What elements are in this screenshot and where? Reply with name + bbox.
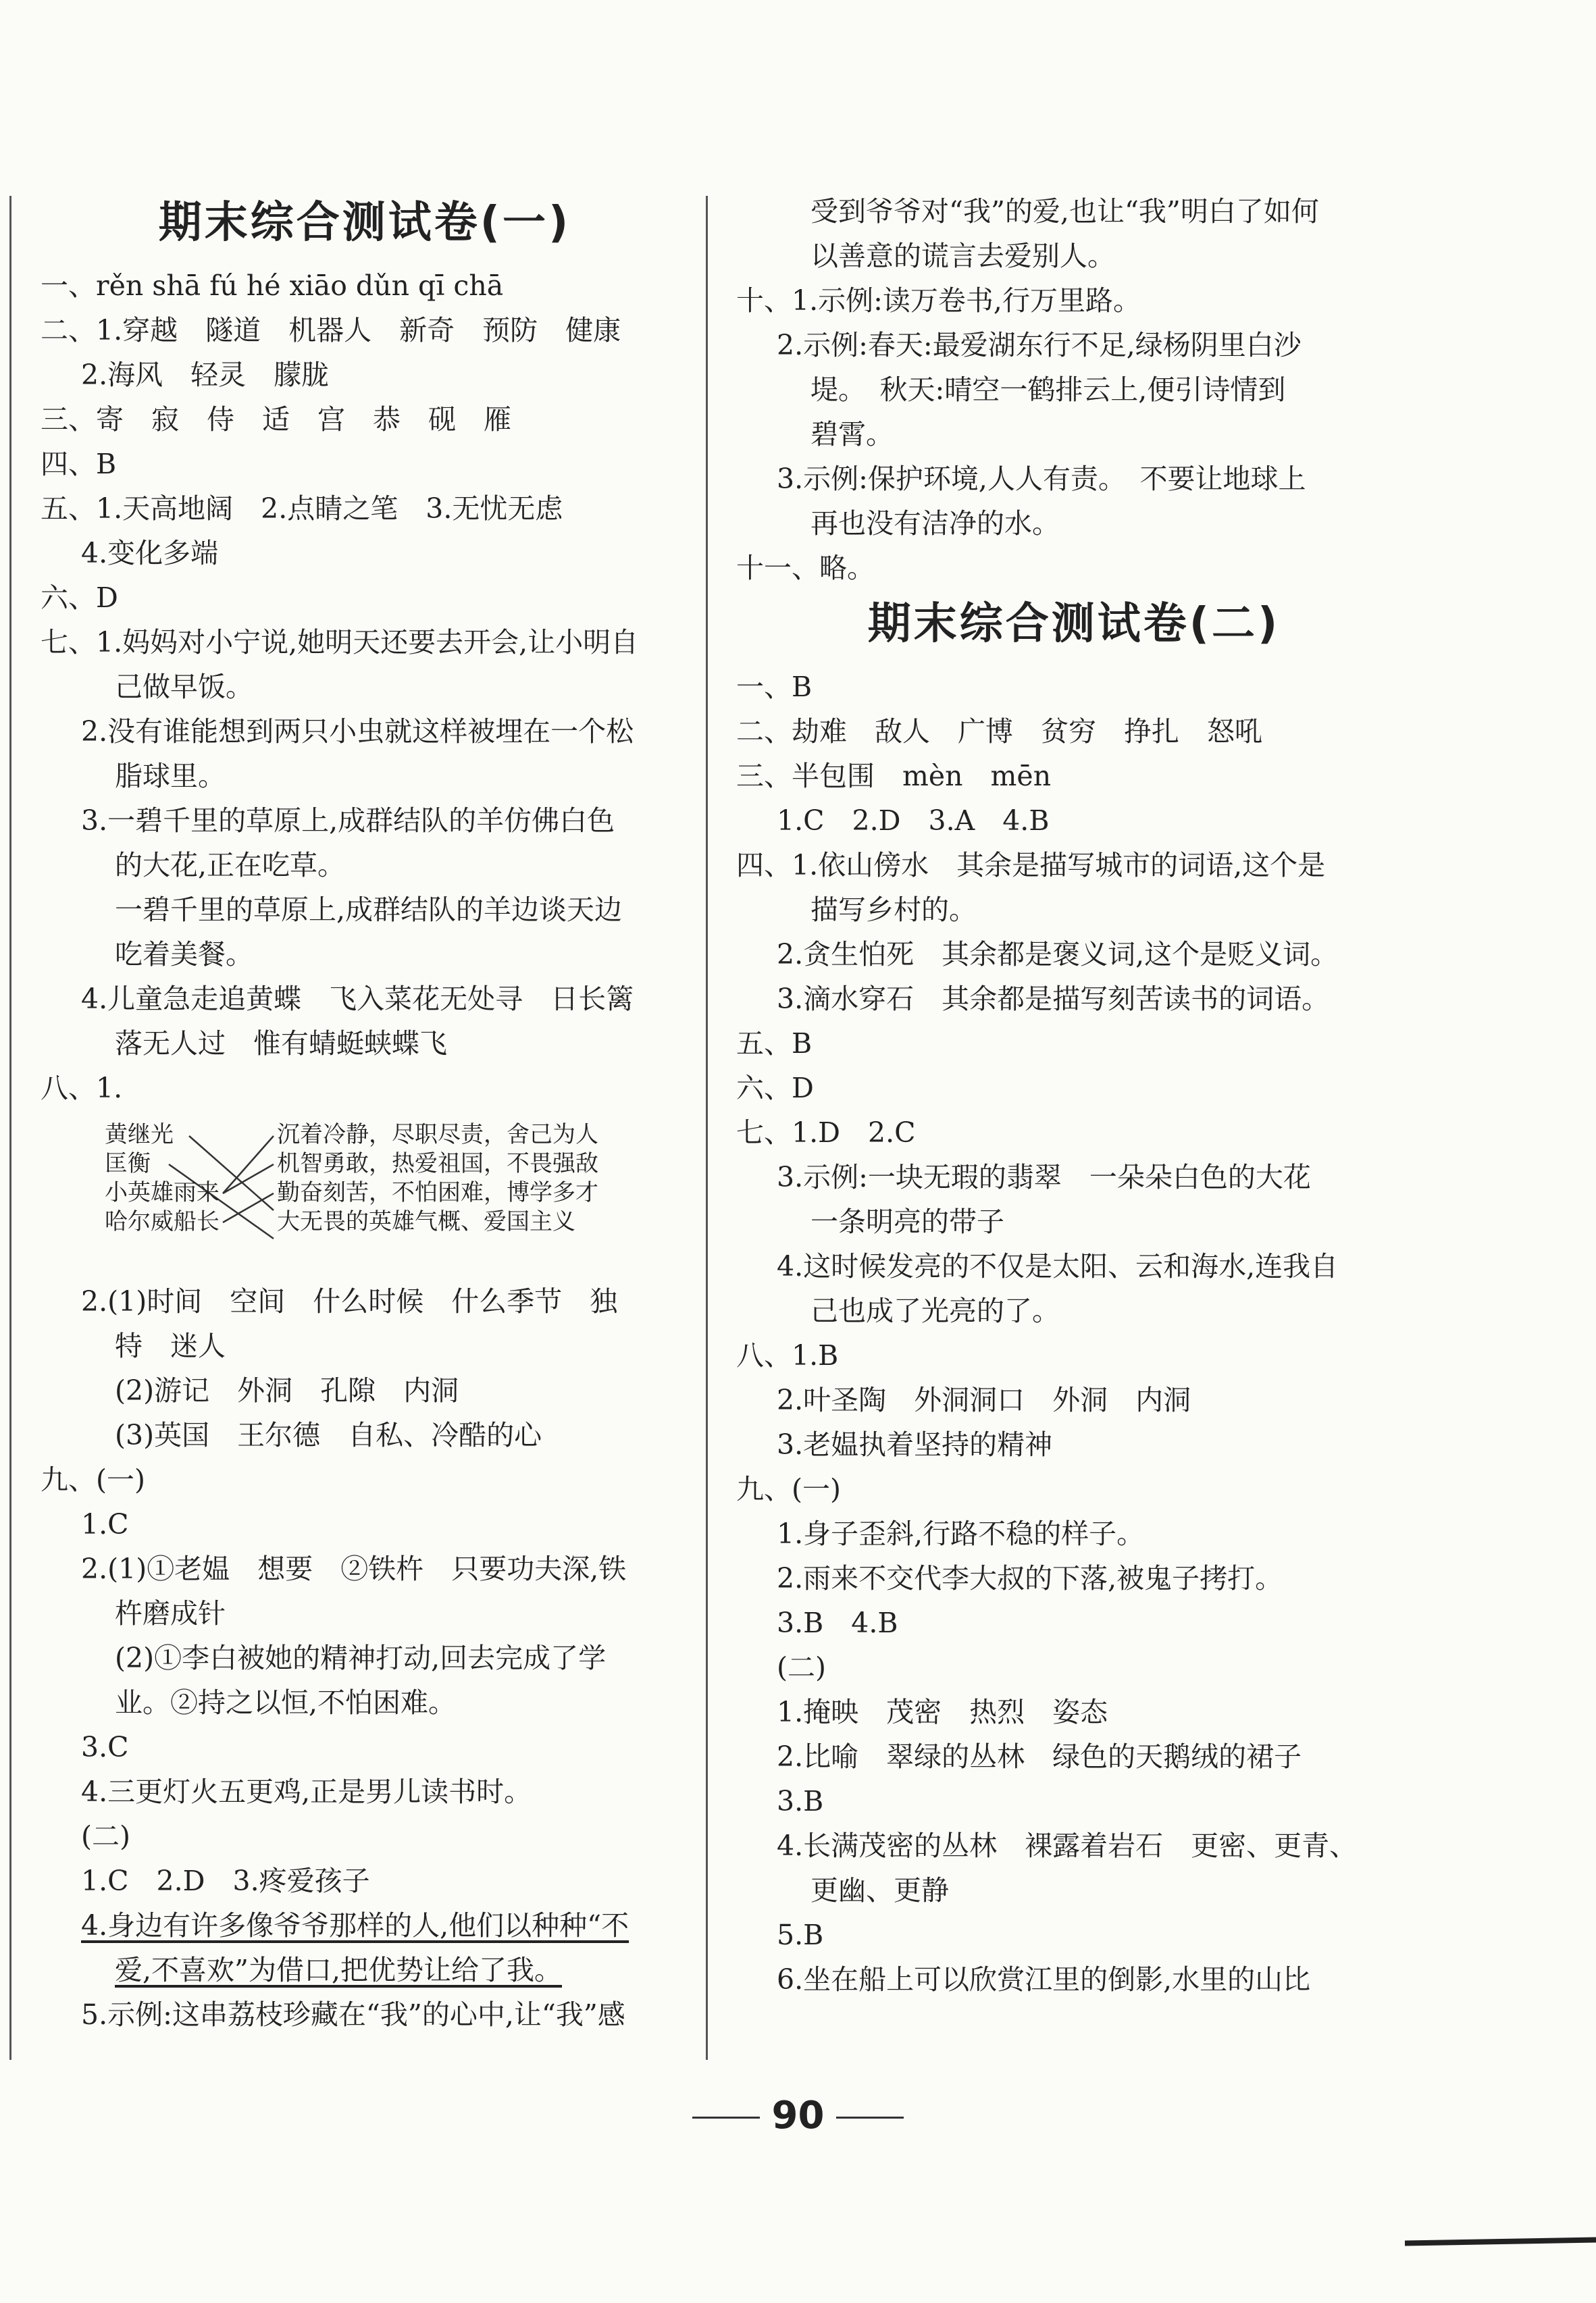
answer-line: 九、(一) [736,1473,841,1505]
answer-line: 3.一碧千里的草原上,成群结队的羊仿佛白色 [81,804,615,837]
answer-line: 描写乡村的。 [810,894,977,926]
answer-line: 脂球里。 [115,760,226,792]
match-left-item: 黄继光 [105,1121,174,1148]
answer-line: 己做早饭。 [115,671,253,703]
answer-line: (2)游记 外洞 孔隙 内洞 [115,1374,459,1407]
answer-line: 4.这时候发亮的不仅是太阳、云和海水,连我自 [777,1250,1339,1283]
answer-line: 5.B [777,1919,824,1951]
answer-line: (2)①李白被她的精神打动,回去完成了学 [115,1642,607,1674]
answer-line: 三、半包围 mèn mēn [736,760,1052,792]
answer-line: 4.身边有许多像爷爷那样的人,他们以种种“不 [81,1909,629,1942]
answer-line: 业。②持之以恒,不怕困难。 [115,1686,457,1719]
answer-line: 2.比喻 翠绿的丛林 绿色的天鹅绒的裙子 [777,1740,1302,1773]
answer-line: 4.儿童急走追黄蝶 飞入菜花无处寻 日长篱 [81,983,634,1015]
column-divider [706,196,708,2060]
answer-line: 1.C [81,1508,129,1541]
answer-line: 六、D [736,1072,814,1104]
answers-block [41,1279,689,2037]
answer-line: 六、D [41,581,118,614]
match-left-item: 小英雄雨来 [105,1179,220,1206]
answer-line: 一、rěn shā fú hé xiāo dǔn qī chā [41,269,504,302]
right-column [736,189,1412,2002]
matching-diagram [105,1110,689,1279]
answer-line: 一、B [736,671,813,703]
answer-line: 5.示例:这串荔枝珍藏在“我”的心中,让“我”感 [81,1998,625,2031]
answer-line: 2.海风 轻灵 朦胧 [81,359,330,391]
match-right-item: 机智勇敢，热爱祖国，不畏强敌 [277,1150,598,1177]
answer-line: 碧霄。 [810,418,894,450]
answer-line: 2.(1)时间 空间 什么时候 什么季节 独 [81,1285,618,1318]
answer-line: 3.B 4.B [777,1607,898,1639]
answer-line: 一碧千里的草原上,成群结队的羊边谈天边 [115,894,623,926]
answer-line: 2.雨来不交代李大叔的下落,被鬼子拷打。 [777,1562,1283,1595]
scan-mark [1405,2237,1596,2246]
answer-line: 四、1.依山傍水 其余是描写城市的词语,这个是 [736,849,1326,881]
answer-line: 十一、略。 [736,552,875,584]
answer-line: 吃着美餐。 [115,938,253,971]
answer-line: 受到爷爷对“我”的爱,也让“我”明白了如何 [810,195,1319,228]
test-title-2: 期末综合测试卷(二) [867,599,1281,649]
answers-block [736,665,1412,2002]
answer-line: 1.掩映 茂密 热烈 姿态 [777,1696,1108,1728]
answer-line: 3.滴水穿石 其余都是描写刻苦读书的词语。 [777,983,1330,1015]
answer-line: 八、1.B [736,1339,839,1372]
answers-block [736,189,1412,590]
answer-line: 五、1.天高地阔 2.点睛之笔 3.无忧无虑 [41,492,563,525]
answer-line: (二) [81,1820,130,1853]
match-right-item: 沉着冷静，尽职尽责，舍己为人 [277,1121,598,1148]
answer-line: 更幽、更静 [810,1874,949,1907]
answer-line: 八、1. [41,1072,123,1104]
match-left-item: 匡衡 [105,1150,151,1177]
answer-line: 1.身子歪斜,行路不稳的样子。 [777,1518,1145,1550]
answer-line: 己也成了光亮的了。 [810,1295,1060,1327]
match-right-item: 勤奋刻苦，不怕困难，博学多才 [277,1179,598,1206]
answer-line: 6.坐在船上可以欣赏江里的倒影,水里的山比 [777,1963,1311,1996]
answers-block [41,263,689,1110]
answer-line: 1.C 2.D 3.A 4.B [777,804,1050,837]
answer-line: 4.变化多端 [81,537,219,569]
answer-line: 1.C 2.D 3.疼爱孩子 [81,1865,370,1897]
answer-line: (二) [777,1651,826,1684]
test-title-1: 期末综合测试卷(一) [158,198,571,248]
answer-line: 九、(一) [41,1464,145,1496]
left-column [41,189,689,2037]
answer-line: 十、1.示例:读万卷书,行万里路。 [736,284,1141,317]
answer-line: 2.(1)①老媪 想要 ②铁杵 只要功夫深,铁 [81,1553,627,1585]
answer-line: 一条明亮的带子 [810,1206,1004,1238]
answer-line: 爱,不喜欢”为借口,把优势让给了我。 [115,1954,563,1986]
answer-line: 二、1.穿越 隧道 机器人 新奇 预防 健康 [41,314,621,346]
answer-line: 七、1.D 2.C [736,1116,916,1149]
answer-line: 杵磨成针 [115,1597,226,1630]
answer-line: 2.没有谁能想到两只小虫就这样被埋在一个松 [81,715,634,748]
match-right-item: 大无畏的英雄气概、爱国主义 [277,1208,575,1235]
answer-line: 堤。 秋天:晴空一鹤排云上,便引诗情到 [810,373,1286,406]
answer-line: 五、B [736,1027,813,1060]
answer-line: 落无人过 惟有蜻蜓蛱蝶飞 [115,1027,447,1060]
answer-line: 的大花,正在吃草。 [115,849,346,881]
answer-line: 3.示例:保护环境,人人有责。 不要让地球上 [777,463,1306,495]
page-number: 90 [0,2094,1596,2138]
answer-line: 四、B [41,448,117,480]
answer-line: 3.老媪执着坚持的精神 [777,1428,1053,1461]
answer-line: 3.C [81,1731,129,1763]
answer-line: 三、寄 寂 侍 适 宫 恭 砚 雁 [41,403,511,436]
answer-line: 4.长满茂密的丛林 裸露着岩石 更密、更青、 [777,1830,1358,1862]
answer-line: 4.三更灯火五更鸡,正是男儿读书时。 [81,1776,532,1808]
answer-line: 二、劫难 敌人 广博 贫穷 挣扎 怒吼 [736,715,1262,748]
answer-line: 3.B [777,1785,824,1817]
answer-line: 3.示例:一块无瑕的翡翠 一朵朵白色的大花 [777,1161,1311,1193]
match-left-item: 哈尔威船长 [105,1208,220,1235]
answer-line: 特 迷人 [115,1330,226,1362]
answer-line: 以善意的谎言去爱别人。 [810,240,1115,272]
answer-line: (3)英国 王尔德 自私、冷酷的心 [115,1419,542,1451]
answer-line: 再也没有洁净的水。 [810,507,1060,540]
answer-line: 2.叶圣陶 外洞洞口 外洞 内洞 [777,1384,1191,1416]
answer-line: 2.贪生怕死 其余都是褒义词,这个是贬义词。 [777,938,1339,971]
answer-line: 2.示例:春天:最爱湖东行不足,绿杨阴里白沙 [777,329,1302,361]
left-margin-rule [9,196,11,2060]
answer-line: 七、1.妈妈对小宁说,她明天还要去开会,让小明自 [41,626,639,658]
